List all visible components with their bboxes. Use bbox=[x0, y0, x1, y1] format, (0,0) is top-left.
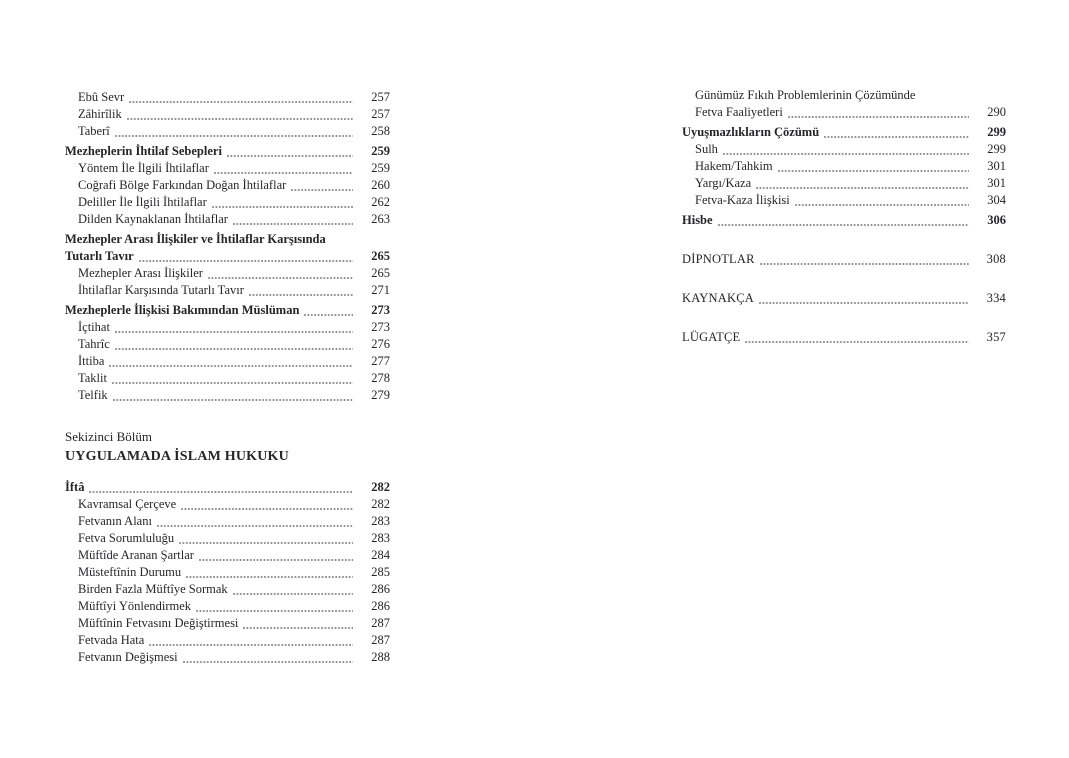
toc-entry bbox=[65, 547, 390, 564]
dotted-leader bbox=[199, 559, 353, 561]
toc-entry-page-number: 260 bbox=[371, 178, 390, 192]
toc-entry-page-number: 257 bbox=[371, 107, 390, 121]
toc-entry-label: DİPNOTLAR bbox=[682, 252, 755, 266]
toc-entry-page-number: 286 bbox=[371, 582, 390, 596]
dotted-leader bbox=[249, 294, 353, 296]
chapter-kicker: Sekizinci Bölüm bbox=[65, 429, 153, 444]
dotted-leader bbox=[778, 170, 969, 172]
toc-entry bbox=[65, 479, 390, 496]
toc-entry-page-number: 301 bbox=[987, 159, 1006, 173]
dotted-leader bbox=[127, 118, 353, 120]
toc-entry-page-number: 259 bbox=[371, 161, 390, 175]
toc-entry-label: Fetva Faaliyetleri bbox=[695, 105, 783, 119]
dotted-leader bbox=[795, 204, 969, 206]
dotted-leader bbox=[243, 627, 353, 629]
toc-entry bbox=[65, 302, 390, 319]
toc-entry-page-number: 265 bbox=[371, 249, 390, 263]
toc-entry-label: Tahrîc bbox=[78, 337, 110, 351]
dotted-leader bbox=[181, 508, 353, 510]
dotted-leader bbox=[139, 260, 353, 262]
toc-entry bbox=[65, 564, 390, 581]
toc-entry-label: Mezheplerin İhtilaf Sebepleri bbox=[65, 144, 222, 158]
dotted-leader bbox=[186, 576, 353, 578]
toc-entry-page-number: 262 bbox=[371, 195, 390, 209]
toc-page-left bbox=[65, 89, 390, 666]
toc-entry-label: Fetva Sorumluluğu bbox=[78, 531, 175, 545]
toc-entry-label: İftâ bbox=[65, 480, 85, 494]
toc-entry bbox=[682, 158, 1006, 175]
toc-entry-page-number: 308 bbox=[986, 252, 1006, 266]
toc-entry bbox=[65, 248, 390, 265]
dotted-leader bbox=[196, 610, 353, 612]
dotted-leader bbox=[129, 101, 353, 103]
toc-entry-label: Uyuşmazlıkların Çözümü bbox=[682, 125, 820, 139]
toc-entry-label: Mezhepler Arası İlişkiler bbox=[78, 266, 203, 280]
dotted-leader bbox=[227, 155, 353, 157]
toc-entry bbox=[682, 87, 1006, 104]
dotted-leader bbox=[756, 187, 969, 189]
toc-entry-label: Ebû Sevr bbox=[78, 90, 125, 104]
dotted-leader bbox=[718, 224, 969, 226]
dotted-leader bbox=[214, 172, 353, 174]
toc-entry bbox=[65, 632, 390, 649]
toc-entry-label: Dilden Kaynaklanan İhtilaflar bbox=[78, 212, 228, 226]
dotted-leader bbox=[824, 136, 969, 138]
toc-entry-page-number: 290 bbox=[987, 105, 1006, 119]
dotted-leader bbox=[149, 644, 353, 646]
toc-entry-label: İçtihat bbox=[78, 320, 110, 334]
toc-page-right bbox=[682, 87, 1006, 346]
toc-entry-label: Kavramsal Çerçeve bbox=[78, 497, 177, 511]
toc-entry-label: Sulh bbox=[695, 142, 718, 156]
toc-entry-label: Müftîde Aranan Şartlar bbox=[78, 548, 194, 562]
dotted-leader bbox=[112, 382, 353, 384]
toc-list-backmatter bbox=[682, 251, 1006, 346]
toc-entry bbox=[682, 212, 1006, 229]
toc-entry bbox=[65, 160, 390, 177]
toc-entry bbox=[65, 143, 390, 160]
toc-entry-label: Yöntem İle İlgili İhtilaflar bbox=[78, 161, 209, 175]
toc-entry-label: LÜGATÇE bbox=[682, 330, 741, 344]
toc-entry bbox=[65, 231, 390, 248]
toc-entry-page-number: 265 bbox=[371, 266, 390, 280]
dotted-leader bbox=[179, 542, 353, 544]
toc-entry-label: Müsteftînin Durumu bbox=[78, 565, 182, 579]
dotted-leader bbox=[115, 348, 353, 350]
toc-entry-page-number: 288 bbox=[371, 650, 390, 664]
toc-entry-label: Mezheplerle İlişkisi Bakımından Müslüman bbox=[65, 303, 300, 317]
toc-entry-label: Hisbe bbox=[682, 213, 713, 227]
dotted-leader bbox=[760, 263, 969, 265]
toc-entry-page-number: 277 bbox=[371, 354, 390, 368]
dotted-leader bbox=[113, 399, 353, 401]
toc-entry bbox=[65, 282, 390, 299]
toc-entry bbox=[682, 124, 1006, 141]
toc-entry bbox=[682, 329, 1006, 346]
toc-entry-label: Fetvanın Değişmesi bbox=[78, 650, 178, 664]
toc-entry-page-number: 278 bbox=[371, 371, 390, 385]
chapter-heading bbox=[65, 428, 390, 467]
toc-entry bbox=[65, 353, 390, 370]
toc-entry-page-number: 284 bbox=[371, 548, 390, 562]
toc-entry-page-number: 287 bbox=[371, 633, 390, 647]
dotted-leader bbox=[115, 135, 353, 137]
toc-entry-page-number: 357 bbox=[986, 330, 1006, 344]
toc-entry bbox=[65, 370, 390, 387]
toc-entry-page-number: 299 bbox=[987, 142, 1006, 156]
toc-entry bbox=[682, 192, 1006, 209]
dotted-leader bbox=[304, 314, 353, 316]
toc-entry-label: Birden Fazla Müftîye Sormak bbox=[78, 582, 228, 596]
toc-entry bbox=[682, 104, 1006, 121]
toc-entry-page-number: 282 bbox=[371, 480, 390, 494]
toc-entry bbox=[65, 387, 390, 404]
toc-entry-page-number: 283 bbox=[371, 514, 390, 528]
toc-entry bbox=[65, 194, 390, 211]
dotted-leader bbox=[233, 223, 353, 225]
toc-entry-label: Yargı/Kaza bbox=[695, 176, 752, 190]
chapter-title: UYGULAMADA İSLAM HUKUKU bbox=[65, 449, 289, 464]
toc-entry-label: KAYNAKÇA bbox=[682, 291, 754, 305]
toc-entry-page-number: 257 bbox=[371, 90, 390, 104]
toc-entry bbox=[682, 141, 1006, 158]
dotted-leader bbox=[115, 331, 353, 333]
dotted-leader bbox=[212, 206, 353, 208]
toc-entry bbox=[682, 175, 1006, 192]
toc-entry bbox=[65, 336, 390, 353]
toc-entry bbox=[65, 581, 390, 598]
toc-entry bbox=[65, 211, 390, 228]
toc-entry-label: Fetvanın Alanı bbox=[78, 514, 152, 528]
toc-entry-label: Hakem/Tahkim bbox=[695, 159, 773, 173]
dotted-leader bbox=[109, 365, 353, 367]
toc-entry-page-number: 301 bbox=[987, 176, 1006, 190]
toc-entry bbox=[65, 89, 390, 106]
toc-entry bbox=[65, 319, 390, 336]
toc-entry-page-number: 258 bbox=[371, 124, 390, 138]
toc-entry-label: İttiba bbox=[78, 354, 105, 368]
toc-entry bbox=[65, 123, 390, 140]
toc-entry bbox=[65, 598, 390, 615]
toc-entry-page-number: 282 bbox=[371, 497, 390, 511]
toc-entry bbox=[682, 290, 1006, 307]
toc-list-right bbox=[682, 87, 1006, 229]
toc-entry-page-number: 306 bbox=[987, 213, 1006, 227]
dotted-leader bbox=[759, 302, 969, 304]
toc-list-left-bottom bbox=[65, 479, 390, 666]
toc-entry-label: Tutarlı Tavır bbox=[65, 249, 134, 263]
toc-entry-page-number: 299 bbox=[987, 125, 1006, 139]
toc-entry-label: Coğrafi Bölge Farkından Doğan İhtilaflar bbox=[78, 178, 287, 192]
toc-entry bbox=[682, 251, 1006, 268]
toc-entry bbox=[65, 649, 390, 666]
toc-entry-page-number: 273 bbox=[371, 303, 390, 317]
dotted-leader bbox=[89, 491, 353, 493]
toc-entry-page-number: 304 bbox=[987, 193, 1006, 207]
toc-entry bbox=[65, 106, 390, 123]
toc-entry-label: Taberî bbox=[78, 124, 110, 138]
dotted-leader bbox=[183, 661, 353, 663]
toc-entry-label: Günümüz Fıkıh Problemlerinin Çözümünde bbox=[695, 88, 916, 102]
toc-entry-label: Taklit bbox=[78, 371, 107, 385]
toc-entry-label: Deliller İle İlgili İhtilaflar bbox=[78, 195, 207, 209]
dotted-leader bbox=[233, 593, 353, 595]
toc-entry-page-number: 283 bbox=[371, 531, 390, 545]
dotted-leader bbox=[723, 153, 969, 155]
dotted-leader bbox=[208, 277, 353, 279]
dotted-leader bbox=[157, 525, 353, 527]
toc-entry-page-number: 286 bbox=[371, 599, 390, 613]
toc-entry bbox=[65, 496, 390, 513]
toc-entry-page-number: 285 bbox=[371, 565, 390, 579]
toc-entry-label: Müftîyi Yönlendirmek bbox=[78, 599, 192, 613]
toc-entry bbox=[65, 265, 390, 282]
toc-entry-label: Mezhepler Arası İlişkiler ve İhtilaflar Karşısında bbox=[65, 232, 326, 246]
toc-entry-label: Zâhirîlik bbox=[78, 107, 122, 121]
dotted-leader bbox=[745, 341, 969, 343]
toc-entry bbox=[65, 513, 390, 530]
toc-entry-label: Fetva-Kaza İlişkisi bbox=[695, 193, 790, 207]
toc-entry bbox=[65, 615, 390, 632]
toc-entry-page-number: 287 bbox=[371, 616, 390, 630]
toc-entry-page-number: 271 bbox=[371, 283, 390, 297]
toc-entry-label: Müftînin Fetvasını Değiştirmesi bbox=[78, 616, 239, 630]
toc-entry-page-number: 259 bbox=[371, 144, 390, 158]
toc-entry-page-number: 334 bbox=[986, 291, 1006, 305]
toc-list-left-top bbox=[65, 89, 390, 404]
toc-entry-page-number: 273 bbox=[371, 320, 390, 334]
toc-entry bbox=[65, 177, 390, 194]
toc-entry-page-number: 276 bbox=[371, 337, 390, 351]
toc-entry-page-number: 263 bbox=[371, 212, 390, 226]
dotted-leader bbox=[788, 116, 969, 118]
toc-entry bbox=[65, 530, 390, 547]
toc-entry-label: İhtilaflar Karşısında Tutarlı Tavır bbox=[78, 283, 244, 297]
toc-entry-label: Fetvada Hata bbox=[78, 633, 145, 647]
toc-entry-label: Telfik bbox=[78, 388, 108, 402]
toc-entry-page-number: 279 bbox=[371, 388, 390, 402]
dotted-leader bbox=[291, 189, 353, 191]
